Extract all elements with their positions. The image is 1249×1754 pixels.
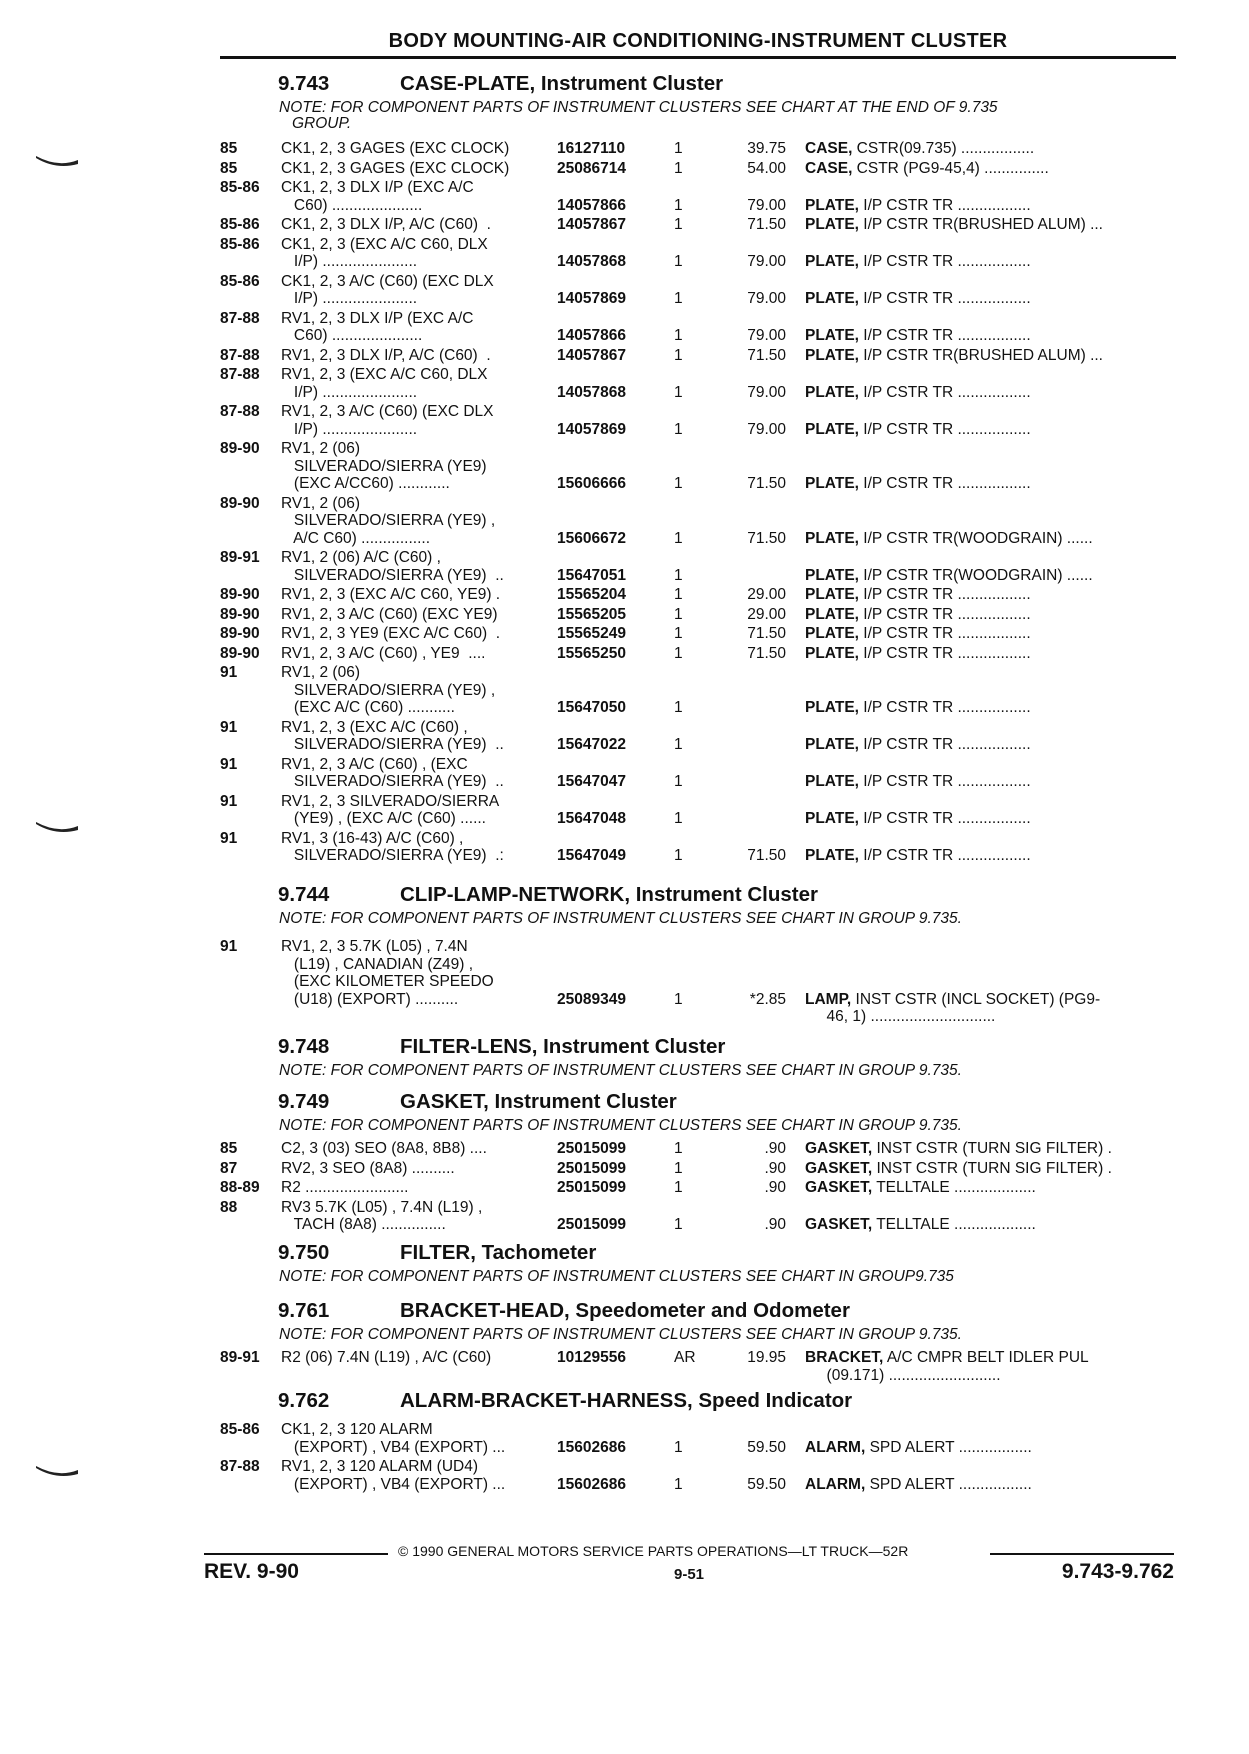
application-description: I/P) ...................... xyxy=(281,420,418,438)
part-number: 14057868 xyxy=(557,253,626,270)
model-year: 87 xyxy=(220,1159,238,1177)
part-name xyxy=(805,197,1031,215)
application-description: I/P) ...................... xyxy=(281,383,418,401)
application-description: A/C C60) ................ xyxy=(281,529,431,547)
part-modifier: I/P CSTR TR ................. xyxy=(858,736,1031,753)
part-modifier: I/P CSTR TR ................. xyxy=(858,290,1031,307)
binder-hole-mark xyxy=(36,152,78,168)
part-name xyxy=(805,1160,1112,1178)
application-description: SILVERADO/SIERRA (YE9) .. xyxy=(281,736,504,753)
quantity: 1 xyxy=(674,1438,683,1456)
part-modifier: INST CSTR (TURN SIG FILTER) . xyxy=(872,1159,1112,1177)
part-modifier: I/P CSTR TR(WOODGRAIN) ...... xyxy=(858,566,1093,584)
part-modifier: I/P CSTR TR ................. xyxy=(858,383,1031,401)
part-modifier: INST CSTR (TURN SIG FILTER) . xyxy=(872,1140,1112,1157)
model-year: 91 xyxy=(220,792,238,810)
application-description: SILVERADO/SIERRA (YE9) xyxy=(281,457,487,475)
part-noun: GASKET, xyxy=(805,1140,873,1157)
list-price: .90 xyxy=(764,1216,786,1233)
part-noun: CASE, xyxy=(805,140,853,157)
part-name xyxy=(805,475,1031,493)
section-title xyxy=(278,1389,852,1413)
list-price: 71.50 xyxy=(747,216,786,233)
application-description: CK1, 2, 3 A/C (C60) (EXC DLX xyxy=(281,272,494,290)
quantity: 1 xyxy=(674,475,683,492)
part-name xyxy=(805,810,1031,828)
part-noun: PLATE, xyxy=(805,810,859,827)
part-modifier: I/P CSTR TR ................. xyxy=(858,810,1031,827)
application-description: SILVERADO/SIERRA (YE9) .. xyxy=(281,773,504,790)
section-number: 9.743 xyxy=(278,72,330,95)
part-number: 15647022 xyxy=(557,736,626,753)
model-year: 85-86 xyxy=(220,1421,260,1438)
quantity: 1 xyxy=(674,736,683,753)
part-number: 15606666 xyxy=(557,475,626,492)
application-description: SILVERADO/SIERRA (YE9) , xyxy=(281,512,496,529)
part-modifier: I/P CSTR TR(BRUSHED ALUM) ... xyxy=(858,346,1103,364)
revision-label: REV. 9-90 xyxy=(204,1560,299,1583)
part-name xyxy=(805,140,1034,158)
application-description: SILVERADO/SIERRA (YE9) , xyxy=(281,681,496,699)
part-modifier: I/P CSTR TR ................. xyxy=(858,699,1031,716)
quantity: 1 xyxy=(674,196,683,214)
application-description: (EXC KILOMETER SPEEDO xyxy=(281,973,494,990)
part-noun: PLATE, xyxy=(805,699,859,716)
application-description: RV2, 3 SEO (8A8) .......... xyxy=(281,1159,455,1177)
application-description: SILVERADO/SIERRA (YE9) .: xyxy=(281,847,504,864)
quantity: 1 xyxy=(674,346,683,364)
application-description: CK1, 2, 3 120 ALARM xyxy=(281,1421,433,1438)
model-year: 85 xyxy=(220,140,238,157)
list-price: 71.50 xyxy=(747,529,786,547)
part-name xyxy=(805,606,1031,624)
application-description: C2, 3 (03) SEO (8A8, 8B8) .... xyxy=(281,1140,487,1157)
application-description: RV1, 2, 3 DLX I/P (EXC A/C xyxy=(281,309,474,327)
part-noun: PLATE, xyxy=(805,773,859,790)
list-price: .90 xyxy=(764,1140,786,1157)
part-name xyxy=(805,347,1103,365)
application-description: R2 ........................ xyxy=(281,1179,409,1196)
quantity: AR xyxy=(674,1349,696,1366)
part-noun: PLATE, xyxy=(805,847,859,864)
quantity: 1 xyxy=(674,990,683,1008)
part-name xyxy=(805,645,1031,663)
quantity: 1 xyxy=(674,327,683,344)
section-note: NOTE: FOR COMPONENT PARTS OF INSTRUMENT CLUSTERS SEE CHART IN GROUP 9.735. xyxy=(279,910,962,927)
application-description: (EXC A/C (C60) ........... xyxy=(281,699,455,716)
part-modifier: INST CSTR (INCL SOCKET) (PG9- 46, 1) ............................. xyxy=(826,990,1101,1025)
application-description: RV1, 2, 3 A/C (C60) , YE9 .... xyxy=(281,644,486,662)
quantity: 1 xyxy=(674,1216,683,1233)
part-name xyxy=(805,847,1031,865)
quantity: 1 xyxy=(674,140,683,157)
model-year: 85-86 xyxy=(220,216,260,233)
section-note: NOTE: FOR COMPONENT PARTS OF INSTRUMENT CLUSTERS SEE CHART IN GROUP9.735 xyxy=(279,1268,954,1285)
part-modifier: I/P CSTR TR ................. xyxy=(858,253,1031,270)
quantity: 1 xyxy=(674,586,683,603)
application-description: C60) ..................... xyxy=(281,196,423,214)
part-modifier: CSTR(09.735) ................. xyxy=(852,140,1035,157)
part-name xyxy=(805,625,1031,643)
application-description: CK1, 2, 3 DLX I/P, A/C (C60) . xyxy=(281,216,491,233)
binder-hole-mark xyxy=(36,1462,78,1478)
application-description: RV1, 2, 3 5.7K (L05) , 7.4N xyxy=(281,938,468,955)
section-title xyxy=(278,1241,596,1265)
copyright-line: © 1990 GENERAL MOTORS SERVICE PARTS OPERATIONS—LT TRUCK—52R xyxy=(398,1543,909,1559)
part-name xyxy=(805,1179,1036,1197)
section-title xyxy=(278,1090,677,1114)
list-price: 39.75 xyxy=(747,140,786,157)
part-number: 15565204 xyxy=(557,586,626,603)
part-noun: PLATE, xyxy=(805,216,859,233)
part-number: 25015099 xyxy=(557,1216,626,1233)
part-name xyxy=(805,699,1031,717)
model-year: 85-86 xyxy=(220,272,260,290)
part-number: 14057868 xyxy=(557,383,626,401)
list-price: 79.00 xyxy=(747,420,786,438)
part-name xyxy=(805,586,1031,604)
part-number: 15647051 xyxy=(557,566,626,584)
page-header: BODY MOUNTING-AIR CONDITIONING-INSTRUMENT CLUSTER xyxy=(388,30,1008,52)
section-title xyxy=(278,72,723,96)
model-year: 85 xyxy=(220,159,238,177)
quantity: 1 xyxy=(674,644,683,662)
part-name xyxy=(805,567,1093,585)
section-note: NOTE: FOR COMPONENT PARTS OF INSTRUMENT CLUSTERS SEE CHART IN GROUP 9.735. xyxy=(279,1062,962,1079)
model-year: 85 xyxy=(220,1140,238,1157)
part-modifier: SPD ALERT ................. xyxy=(865,1438,1032,1456)
part-modifier: I/P CSTR TR ................. xyxy=(858,586,1031,603)
list-price: 71.50 xyxy=(747,644,786,662)
part-number: 14057866 xyxy=(557,196,626,214)
part-modifier: I/P CSTR TR ................. xyxy=(858,196,1031,214)
list-price: 71.50 xyxy=(747,847,786,864)
part-number: 14057866 xyxy=(557,327,626,344)
application-description: RV1, 2, 3 DLX I/P, A/C (C60) . xyxy=(281,346,491,364)
model-year: 89-90 xyxy=(220,625,260,642)
part-number: 25089349 xyxy=(557,990,626,1008)
quantity: 1 xyxy=(674,253,683,270)
list-price: 79.00 xyxy=(747,327,786,344)
quantity: 1 xyxy=(674,605,683,623)
part-modifier: I/P CSTR TR ................. xyxy=(858,847,1031,864)
application-description: (EXC A/CC60) ............ xyxy=(281,475,450,492)
model-year: 87-88 xyxy=(220,403,260,420)
quantity: 1 xyxy=(674,529,683,547)
application-description: RV1, 2, 3 120 ALARM (UD4) xyxy=(281,1458,478,1475)
list-price: 29.00 xyxy=(747,605,786,623)
application-description: RV3 5.7K (L05) , 7.4N (L19) , xyxy=(281,1198,483,1216)
part-number: 14057867 xyxy=(557,216,626,233)
model-year: 88 xyxy=(220,1198,238,1216)
part-noun: PLATE, xyxy=(805,420,859,438)
application-description: RV1, 2, 3 (EXC A/C C60, YE9) . xyxy=(281,586,501,603)
quantity: 1 xyxy=(674,290,683,307)
quantity: 1 xyxy=(674,810,683,827)
application-description: CK1, 2, 3 GAGES (EXC CLOCK) xyxy=(281,159,510,177)
part-name xyxy=(805,1349,1089,1384)
part-name xyxy=(805,216,1103,234)
application-description: CK1, 2, 3 GAGES (EXC CLOCK) xyxy=(281,140,510,157)
part-number: 15647049 xyxy=(557,847,626,864)
application-description: RV1, 2, 3 A/C (C60) , (EXC xyxy=(281,755,468,773)
model-year: 87-88 xyxy=(220,346,260,364)
part-noun: PLATE, xyxy=(805,346,859,364)
part-name xyxy=(805,1140,1112,1158)
application-description: RV1, 2, 3 SILVERADO/SIERRA xyxy=(281,792,500,810)
binder-hole-mark xyxy=(36,818,78,834)
application-description: SILVERADO/SIERRA (YE9) .. xyxy=(281,566,504,584)
section-number: 9.744 xyxy=(278,883,330,906)
part-number: 14057867 xyxy=(557,346,626,364)
list-price: *2.85 xyxy=(749,990,786,1008)
application-description: I/P) ...................... xyxy=(281,253,418,270)
model-year: 91 xyxy=(220,829,238,847)
quantity: 1 xyxy=(674,773,683,790)
list-price: 71.50 xyxy=(747,625,786,642)
part-noun: PLATE, xyxy=(805,383,859,401)
application-description: RV1, 2, 3 A/C (C60) (EXC DLX xyxy=(281,403,494,420)
part-modifier: CSTR (PG9-45,4) ............... xyxy=(852,159,1049,177)
part-number: 15565249 xyxy=(557,625,626,642)
list-price: .90 xyxy=(764,1179,786,1196)
part-noun: PLATE, xyxy=(805,605,859,623)
part-modifier: I/P CSTR TR(BRUSHED ALUM) ... xyxy=(858,216,1103,233)
part-noun: PLATE, xyxy=(805,327,859,344)
application-description: RV1, 2 (06) xyxy=(281,494,360,512)
quantity: 1 xyxy=(674,1475,683,1493)
model-year: 87-88 xyxy=(220,309,260,327)
part-number: 14057869 xyxy=(557,290,626,307)
part-number: 16127110 xyxy=(557,140,626,157)
list-price: 79.00 xyxy=(747,290,786,307)
part-number: 15565250 xyxy=(557,644,626,662)
model-year: 89-90 xyxy=(220,644,260,662)
list-price: .90 xyxy=(764,1159,786,1177)
part-modifier: I/P CSTR TR ................. xyxy=(858,644,1031,662)
section-number: 9.761 xyxy=(278,1299,330,1322)
part-modifier: I/P CSTR TR ................. xyxy=(858,625,1031,642)
section-heading: CASE-PLATE, Instrument Cluster xyxy=(400,72,724,95)
model-year: 89-91 xyxy=(220,549,260,566)
list-price: 19.95 xyxy=(747,1349,786,1366)
part-number: 15602686 xyxy=(557,1438,626,1456)
part-number: 15647047 xyxy=(557,773,626,790)
model-year: 91 xyxy=(220,664,238,681)
application-description: RV1, 2 (06) xyxy=(281,664,360,681)
part-noun: PLATE, xyxy=(805,290,859,307)
quantity: 1 xyxy=(674,1159,683,1177)
part-modifier: I/P CSTR TR ................. xyxy=(858,327,1031,344)
quantity: 1 xyxy=(674,566,683,584)
section-note: GROUP. xyxy=(292,115,352,132)
model-year: 89-91 xyxy=(220,1349,260,1366)
part-name xyxy=(805,773,1031,791)
quantity: 1 xyxy=(674,1179,683,1196)
part-noun: PLATE, xyxy=(805,586,859,603)
application-description: (U18) (EXPORT) .......... xyxy=(281,990,459,1008)
part-number: 15565205 xyxy=(557,605,626,623)
part-noun: CASE, xyxy=(805,159,853,177)
list-price: 79.00 xyxy=(747,383,786,401)
application-description: I/P) ...................... xyxy=(281,290,418,307)
model-year: 87-88 xyxy=(220,1458,260,1475)
model-year: 89-90 xyxy=(220,586,260,603)
quantity: 1 xyxy=(674,216,683,233)
part-modifier: I/P CSTR TR(WOODGRAIN) ...... xyxy=(858,529,1093,547)
section-number: 9.748 xyxy=(278,1035,330,1058)
part-number: 25015099 xyxy=(557,1159,626,1177)
part-modifier: I/P CSTR TR ................. xyxy=(858,773,1031,790)
part-modifier: I/P CSTR TR ................. xyxy=(858,605,1031,623)
list-price: 71.50 xyxy=(747,346,786,364)
model-year: 88-89 xyxy=(220,1179,260,1196)
quantity: 1 xyxy=(674,159,683,177)
application-description: RV1, 2, 3 YE9 (EXC A/C C60) . xyxy=(281,625,501,642)
part-number: 14057869 xyxy=(557,420,626,438)
part-name xyxy=(805,160,1049,178)
section-number: 9.749 xyxy=(278,1090,330,1113)
model-year: 87-88 xyxy=(220,366,260,383)
list-price: 54.00 xyxy=(747,159,786,177)
model-year: 89-90 xyxy=(220,605,260,623)
part-number: 10129556 xyxy=(557,1349,626,1366)
part-name xyxy=(805,327,1031,345)
section-note: NOTE: FOR COMPONENT PARTS OF INSTRUMENT CLUSTERS SEE CHART AT THE END OF 9.735 xyxy=(279,99,998,116)
part-number: 25015099 xyxy=(557,1140,626,1157)
part-noun: PLATE, xyxy=(805,253,859,270)
quantity: 1 xyxy=(674,383,683,401)
section-heading: ALARM-BRACKET-HARNESS, Speed Indicator xyxy=(400,1389,853,1412)
part-noun: LAMP, xyxy=(805,990,852,1008)
model-year: 85-86 xyxy=(220,235,260,253)
part-noun: ALARM, xyxy=(805,1438,866,1456)
part-name xyxy=(805,1216,1036,1234)
application-description: RV1, 3 (16-43) A/C (C60) , xyxy=(281,829,464,847)
model-year: 91 xyxy=(220,938,238,955)
model-year: 89-90 xyxy=(220,440,260,457)
list-price: 79.00 xyxy=(747,253,786,270)
section-title xyxy=(278,1035,725,1059)
application-description: TACH (8A8) ............... xyxy=(281,1216,446,1233)
part-name xyxy=(805,384,1031,402)
part-noun: PLATE, xyxy=(805,566,859,584)
list-price: 71.50 xyxy=(747,475,786,492)
application-description: (EXPORT) , VB4 (EXPORT) ... xyxy=(281,1475,506,1493)
section-number: 9.750 xyxy=(278,1241,330,1264)
part-modifier: I/P CSTR TR ................. xyxy=(858,420,1031,438)
part-name xyxy=(805,736,1031,754)
part-name xyxy=(805,1476,1032,1494)
part-name xyxy=(805,253,1031,271)
group-range: 9.743-9.762 xyxy=(1061,1560,1174,1583)
part-number: 15606672 xyxy=(557,529,626,547)
list-price: 29.00 xyxy=(747,586,786,603)
section-heading: GASKET, Instrument Cluster xyxy=(400,1090,677,1113)
quantity: 1 xyxy=(674,699,683,716)
application-description: RV1, 2, 3 (EXC A/C (C60) , xyxy=(281,718,468,736)
footer-rule-left xyxy=(204,1553,388,1555)
list-price: 59.50 xyxy=(747,1475,786,1493)
part-noun: PLATE, xyxy=(805,736,859,753)
part-name xyxy=(805,991,1100,1026)
application-description: RV1, 2 (06) A/C (C60) , xyxy=(281,549,441,566)
model-year: 85-86 xyxy=(220,179,260,196)
application-description: (L19) , CANADIAN (Z49) , xyxy=(281,955,474,973)
section-title xyxy=(278,1299,850,1323)
application-description: RV1, 2, 3 A/C (C60) (EXC YE9) xyxy=(281,605,498,623)
application-description: RV1, 2 (06) xyxy=(281,440,360,457)
application-description: C60) ..................... xyxy=(281,327,423,344)
part-noun: GASKET, xyxy=(805,1216,873,1233)
part-modifier: A/C CMPR BELT IDLER PUL (09.171) .......................... xyxy=(826,1349,1089,1384)
part-noun: PLATE, xyxy=(805,625,859,642)
part-noun: GASKET, xyxy=(805,1159,873,1177)
section-heading: FILTER, Tachometer xyxy=(400,1241,597,1264)
page-number: 9-51 xyxy=(674,1566,705,1583)
part-number: 25015099 xyxy=(557,1179,626,1196)
quantity: 1 xyxy=(674,1140,683,1157)
application-description: CK1, 2, 3 (EXC A/C C60, DLX xyxy=(281,235,488,253)
part-name xyxy=(805,421,1031,439)
section-heading: CLIP-LAMP-NETWORK, Instrument Cluster xyxy=(400,883,818,906)
part-modifier: TELLTALE ................... xyxy=(872,1216,1036,1233)
list-price: 59.50 xyxy=(747,1438,786,1456)
part-noun: GASKET, xyxy=(805,1179,873,1196)
part-number: 15647048 xyxy=(557,810,626,827)
section-number: 9.762 xyxy=(278,1389,330,1412)
list-price: 79.00 xyxy=(747,196,786,214)
part-modifier: TELLTALE ................... xyxy=(872,1179,1036,1196)
quantity: 1 xyxy=(674,420,683,438)
application-description: (EXPORT) , VB4 (EXPORT) ... xyxy=(281,1438,506,1456)
quantity: 1 xyxy=(674,625,683,642)
part-number: 15602686 xyxy=(557,1475,626,1493)
section-heading: BRACKET-HEAD, Speedometer and Odometer xyxy=(400,1299,850,1322)
header-rule xyxy=(220,56,1176,59)
model-year: 89-90 xyxy=(220,494,260,512)
part-noun: PLATE, xyxy=(805,196,859,214)
footer-rule-right xyxy=(990,1553,1174,1555)
part-noun: PLATE, xyxy=(805,529,859,547)
application-description: CK1, 2, 3 DLX I/P (EXC A/C xyxy=(281,179,474,196)
part-noun: ALARM, xyxy=(805,1475,866,1493)
part-name xyxy=(805,530,1093,548)
part-number: 15647050 xyxy=(557,699,626,716)
section-note: NOTE: FOR COMPONENT PARTS OF INSTRUMENT CLUSTERS SEE CHART IN GROUP 9.735. xyxy=(279,1117,962,1134)
application-description: R2 (06) 7.4N (L19) , A/C (C60) xyxy=(281,1349,492,1366)
part-noun: PLATE, xyxy=(805,475,859,492)
part-noun: PLATE, xyxy=(805,644,859,662)
quantity: 1 xyxy=(674,847,683,864)
part-name xyxy=(805,290,1031,308)
part-modifier: I/P CSTR TR ................. xyxy=(858,475,1031,492)
part-name xyxy=(805,1439,1032,1457)
part-number: 25086714 xyxy=(557,159,626,177)
section-note: NOTE: FOR COMPONENT PARTS OF INSTRUMENT CLUSTERS SEE CHART IN GROUP 9.735. xyxy=(279,1326,962,1343)
section-heading: FILTER-LENS, Instrument Cluster xyxy=(400,1035,726,1058)
model-year: 91 xyxy=(220,718,238,736)
application-description: RV1, 2, 3 (EXC A/C C60, DLX xyxy=(281,366,488,383)
part-modifier: SPD ALERT ................. xyxy=(865,1475,1032,1493)
section-title xyxy=(278,883,818,907)
application-description: (YE9) , (EXC A/C (C60) ...... xyxy=(281,810,486,827)
part-noun: BRACKET, xyxy=(805,1349,884,1366)
model-year: 91 xyxy=(220,755,238,773)
